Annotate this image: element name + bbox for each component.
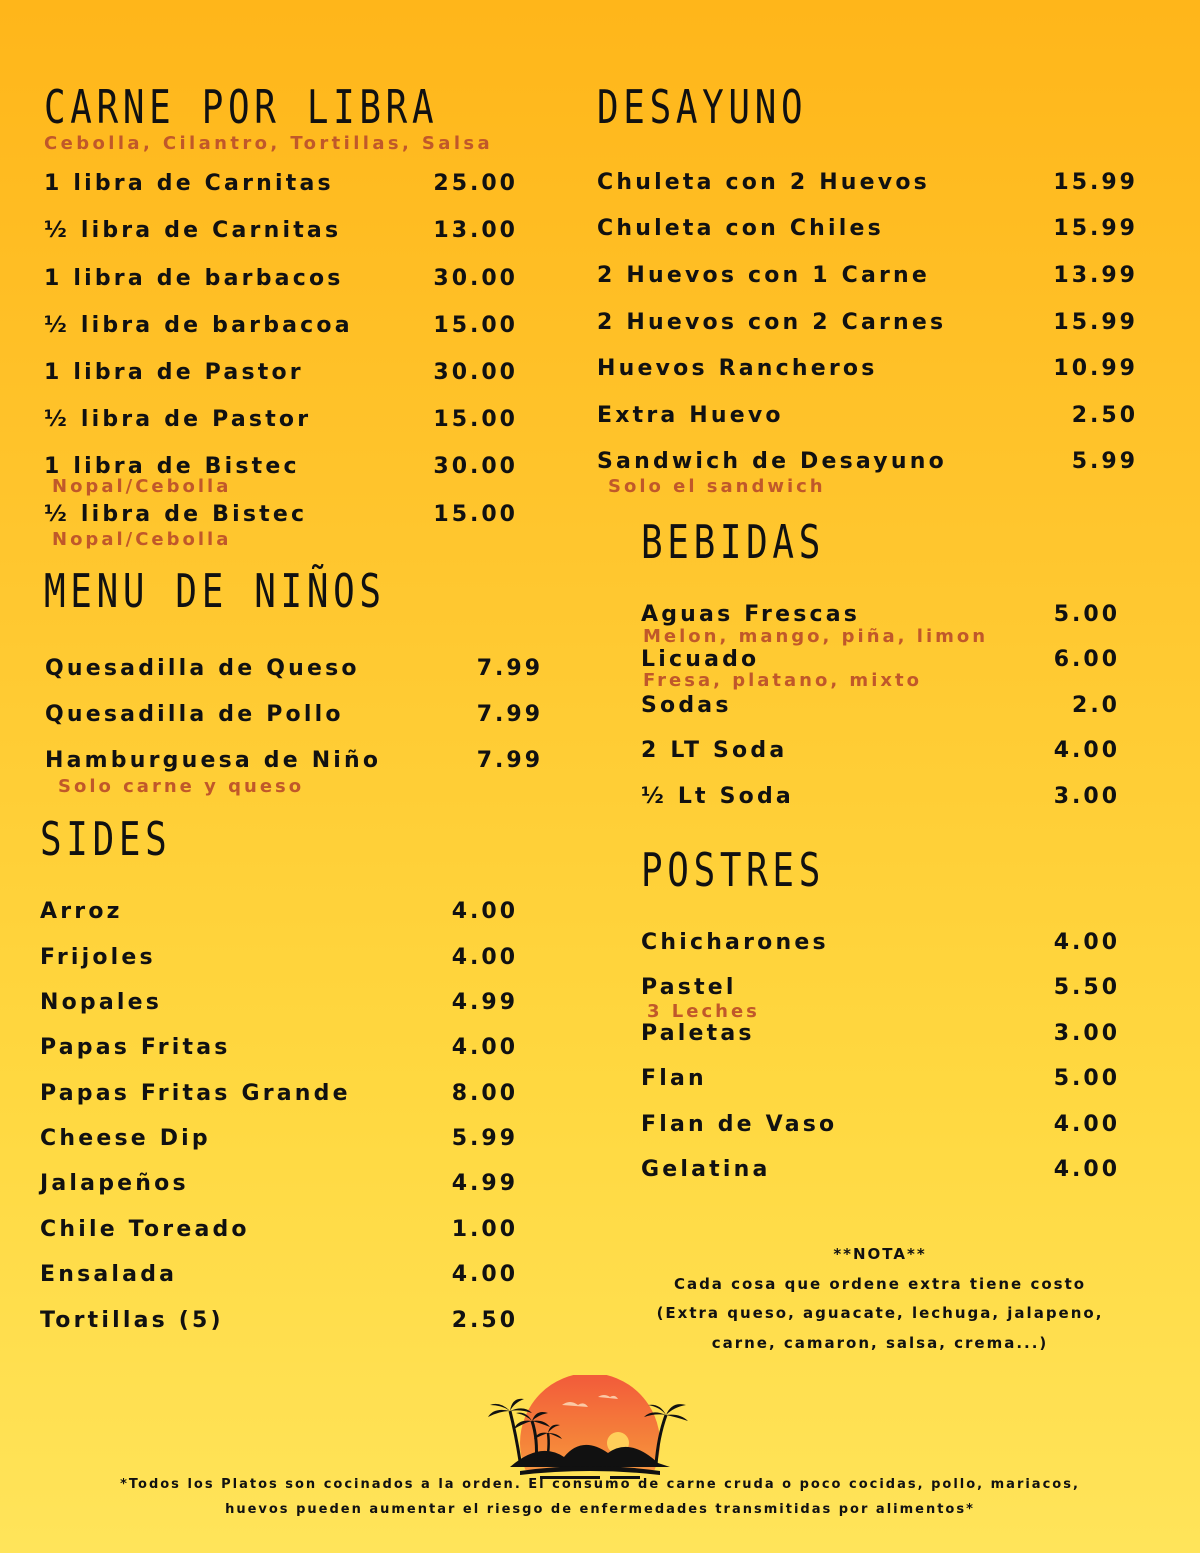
menu-item-price: 7.99: [476, 702, 543, 727]
menu-item-price: 13.99: [1053, 263, 1138, 288]
section-title-bebidas: BEBIDAS: [641, 515, 825, 569]
menu-item-price: 4.00: [1053, 930, 1120, 955]
menu-item-name: Arroz: [40, 899, 123, 924]
menu-item-name: Hamburguesa de Niño: [45, 748, 382, 773]
menu-item-name: ½ libra de barbacoa: [44, 313, 353, 338]
sunset-palm-island-logo: [480, 1375, 700, 1485]
menu-item-price: 15.99: [1053, 310, 1138, 335]
menu-item-name: Ensalada: [40, 1262, 178, 1287]
footer-disclaimer-line: *Todos los Platos son cocinados a la orden. El consumo de carne cruda o poco cocidas, pollo, mariacos,: [120, 1477, 1080, 1492]
menu-item-price: 4.00: [1053, 1112, 1120, 1137]
menu-item-name: Chicharones: [641, 930, 829, 955]
menu-item-name: Frijoles: [40, 945, 156, 970]
menu-item-price: 15.00: [433, 407, 518, 432]
menu-item-name: 2 LT Soda: [641, 738, 788, 763]
menu-item-name: Tortillas (5): [40, 1308, 224, 1333]
menu-item-name: Paletas: [641, 1021, 755, 1046]
menu-item-price: 30.00: [433, 266, 518, 291]
menu-item-name: Licuado: [641, 647, 760, 672]
menu-item-name: Quesadilla de Pollo: [45, 702, 344, 727]
menu-item-name: Flan: [641, 1066, 707, 1091]
menu-item-note: Melon, mango, piña, limon: [643, 626, 989, 647]
menu-item-price: 8.00: [451, 1081, 518, 1106]
menu-item-price: 15.99: [1053, 170, 1138, 195]
menu-item-price: 1.00: [451, 1217, 518, 1242]
menu-item-price: 5.00: [1053, 602, 1120, 627]
menu-item-price: 25.00: [433, 171, 518, 196]
menu-item-price: 5.99: [451, 1126, 518, 1151]
menu-item-note: Solo carne y queso: [58, 776, 305, 797]
section-title-desayuno: DESAYUNO: [597, 80, 808, 134]
section-title-postres: POSTRES: [641, 843, 825, 897]
menu-item-name: Sandwich de Desayuno: [597, 449, 947, 474]
menu-item-price: 15.99: [1053, 216, 1138, 241]
menu-item-name: ½ libra de Pastor: [44, 407, 312, 432]
menu-item-name: Pastel: [641, 975, 737, 1000]
menu-item-price: 7.99: [476, 748, 543, 773]
menu-item-name: Extra Huevo: [597, 403, 784, 428]
menu-item-name: Sodas: [641, 693, 732, 718]
menu-item-price: 2.50: [1071, 403, 1138, 428]
menu-item-name: Aguas Frescas: [641, 602, 861, 627]
menu-item-price: 5.50: [1053, 975, 1120, 1000]
menu-item-name: 1 libra de barbacos: [44, 266, 344, 291]
menu-item-name: ½ libra de Bistec: [44, 502, 308, 527]
menu-item-name: Chile Toreado: [40, 1217, 250, 1242]
menu-item-note: Fresa, platano, mixto: [643, 670, 922, 691]
nota-line: (Extra queso, aguacate, lechuga, jalapeno,: [656, 1304, 1104, 1322]
menu-item-price: 4.00: [451, 945, 518, 970]
menu-item-price: 4.99: [451, 990, 518, 1015]
menu-item-price: 4.00: [451, 899, 518, 924]
menu-item-price: 4.99: [451, 1171, 518, 1196]
menu-item-price: 4.00: [1053, 738, 1120, 763]
menu-item-note: Solo el sandwich: [608, 476, 826, 497]
menu-item-name: 1 libra de Carnitas: [44, 171, 334, 196]
menu-item-note: 3 Leches: [647, 1001, 760, 1022]
menu-item-name: Cheese Dip: [40, 1126, 211, 1151]
footer-disclaimer-line: huevos pueden aumentar el riesgo de enfermedades transmitidas por alimentos*: [225, 1502, 975, 1517]
menu-item-price: 2.50: [451, 1308, 518, 1333]
menu-item-name: Jalapeños: [40, 1171, 189, 1196]
menu-item-name: 2 Huevos con 2 Carnes: [597, 310, 947, 335]
menu-item-price: 7.99: [476, 656, 543, 681]
nota-line: Cada cosa que ordene extra tiene costo: [673, 1275, 1087, 1293]
menu-item-price: 5.99: [1071, 449, 1138, 474]
menu-item-price: 3.00: [1053, 784, 1120, 809]
section-title-carne: CARNE POR LIBRA: [44, 80, 439, 134]
section-subtitle-carne: Cebolla, Cilantro, Tortillas, Salsa: [44, 133, 494, 154]
menu-item-name: Quesadilla de Queso: [45, 656, 360, 681]
menu-item-name: Flan de Vaso: [641, 1112, 838, 1137]
nota-line: carne, camaron, salsa, crema...): [711, 1334, 1049, 1352]
menu-item-price: 15.00: [433, 313, 518, 338]
menu-item-price: 5.00: [1053, 1066, 1120, 1091]
nota-title: **NOTA**: [833, 1245, 927, 1263]
menu-item-note: Nopal/Cebolla: [52, 476, 232, 497]
menu-item-price: 4.00: [451, 1262, 518, 1287]
menu-item-name: Papas Fritas Grande: [40, 1081, 351, 1106]
menu-item-price: 2.0: [1072, 693, 1120, 718]
menu-item-price: 15.00: [433, 502, 518, 527]
menu-item-name: Chuleta con Chiles: [597, 216, 884, 241]
menu-item-name: Papas Fritas: [40, 1035, 231, 1060]
menu-item-note: Nopal/Cebolla: [52, 529, 232, 550]
menu-item-name: Gelatina: [641, 1157, 771, 1182]
menu-item-price: 30.00: [433, 454, 518, 479]
menu-item-price: 10.99: [1053, 356, 1138, 381]
menu-item-price: 30.00: [433, 360, 518, 385]
menu-item-price: 3.00: [1053, 1021, 1120, 1046]
menu-item-price: 6.00: [1053, 647, 1120, 672]
section-title-ninos: MENU DE NIÑOS: [44, 564, 386, 618]
menu-item-name: 1 libra de Pastor: [44, 360, 304, 385]
menu-item-name: 2 Huevos con 1 Carne: [597, 263, 931, 288]
menu-item-price: 4.00: [451, 1035, 518, 1060]
menu-item-price: 4.00: [1053, 1157, 1120, 1182]
menu-item-name: Nopales: [40, 990, 163, 1015]
menu-item-price: 13.00: [433, 218, 518, 243]
section-title-sides: SIDES: [40, 812, 172, 866]
menu-item-name: Huevos Rancheros: [597, 356, 878, 381]
menu-item-name: ½ Lt Soda: [641, 784, 794, 809]
menu-item-name: 1 libra de Bistec: [44, 454, 300, 479]
menu-item-name: ½ libra de Carnitas: [44, 218, 342, 243]
menu-item-name: Chuleta con 2 Huevos: [597, 170, 930, 195]
